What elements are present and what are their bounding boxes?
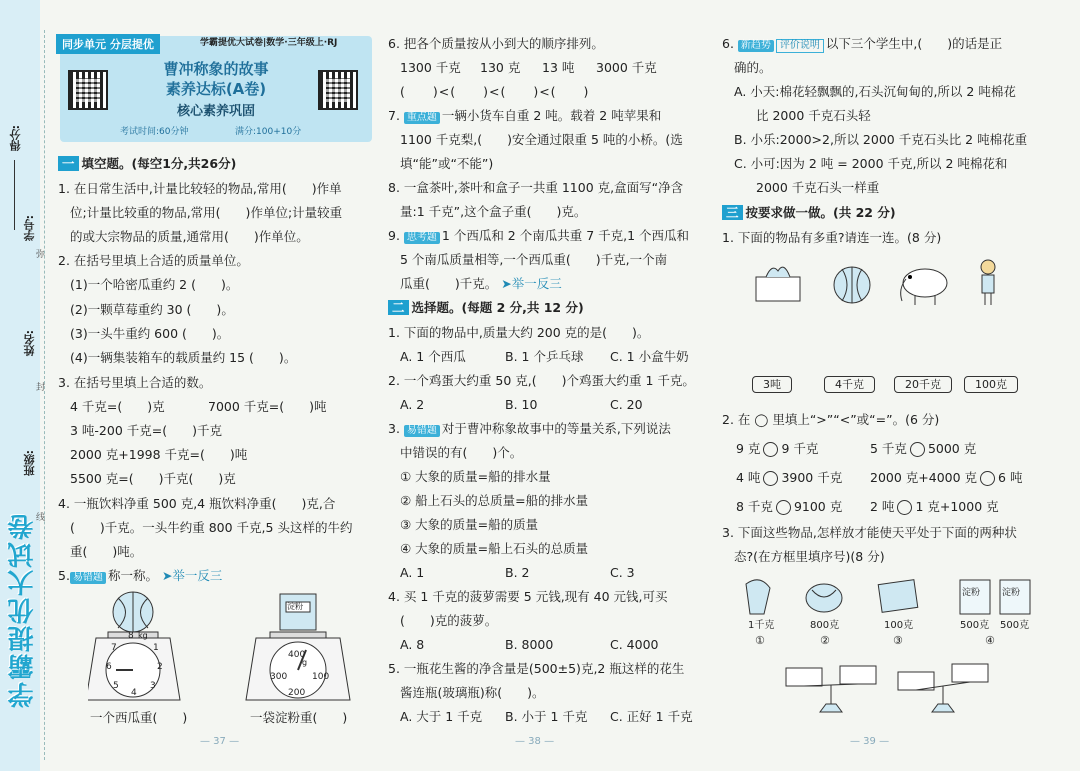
c1-opt-c: C. 1 小盒牛奶 (610, 349, 689, 364)
p2-row-2-left: 4 吨 3900 千克 (736, 470, 843, 485)
q2-item-2: (2)一颗草莓重约 30 ( )。 (70, 302, 234, 317)
c3-opt-a: A. 1 (400, 565, 425, 580)
c3-item-1: ① 大象的质量=船的排水量 (400, 469, 551, 484)
item-num-1: ① (755, 634, 765, 647)
c2-opt-a: A. 2 (400, 397, 425, 412)
c4-opt-b: B. 8000 (505, 637, 554, 652)
c2-opt-c: C. 20 (610, 397, 643, 412)
c3-item-3: ③ 大象的质量=船的质量 (400, 517, 539, 532)
dial1-mark-6: 6 (106, 662, 112, 672)
binding-line (44, 30, 45, 760)
q4-line-1: 4. 一瓶饮料净重 500 克,4 瓶饮料净重( )克,合 (58, 496, 336, 511)
scale1-caption: 一个西瓜重( ) (90, 710, 188, 725)
compare-circle[interactable] (980, 471, 995, 486)
q3-item-1a: 4 千克=( )克 (70, 399, 165, 414)
dial2-mark-right: 100 (312, 672, 330, 682)
r-q6-line-2: 确的。 (734, 60, 772, 75)
cabbage-icon (806, 584, 842, 612)
m-q6-blanks: ( )<( )<( )<( ) (400, 84, 590, 99)
watermelon-icon (834, 267, 870, 303)
c5-opt-c: C. 正好 1 千克 (610, 709, 693, 724)
header-title-3: 核心素养巩固 (176, 104, 255, 119)
m-q8-line-1: 8. 一盒茶叶,茶叶和盒子一共重 1100 克,盒面写“净含 (388, 180, 684, 195)
page-number-37: — 37 — (200, 736, 240, 747)
items-illustration (740, 574, 1040, 620)
dial2-mark-bottom: 200 (288, 688, 306, 698)
dial1-mark-top: 8 (128, 631, 134, 641)
m-q8-line-2: 量:1 千克”,这个盒子重( )克。 (400, 204, 587, 219)
compare-circle[interactable] (910, 442, 925, 457)
scale2-caption: 一袋淀粉重( ) (250, 710, 348, 725)
snack-bag-icon (878, 580, 918, 613)
p2-row-3-right: 2 吨 1 克+1000 克 (870, 499, 999, 514)
m-q6-item-4: 3000 千克 (596, 60, 657, 75)
girl-icon (981, 260, 995, 305)
r-q6-c-1: C. 小可:因为 2 吨 = 2000 千克,所以 2 吨棉花和 (734, 156, 1008, 171)
weight-box-4[interactable]: 100克 (964, 376, 1018, 393)
p1-stem: 1. 下面的物品有多重?请连一连。(8 分) (722, 230, 942, 245)
balances-illustration (780, 662, 1020, 722)
balance-2 (898, 664, 988, 712)
unit-header (60, 36, 372, 142)
section-2-heading: 二 选择题。(每题 2 分,共 12 分) (388, 300, 584, 315)
section-3-heading: 三 按要求做一做。(共 22 分) (722, 205, 896, 220)
q3-item-1b: 7000 千克=( )吨 (208, 399, 327, 414)
r-q6-a-2: 比 2000 千克石头轻 (756, 108, 871, 123)
r-q6-line-1: 6. 新趋势 评价说明 以下三个学生中,( )的话是正 (722, 36, 1003, 51)
elephant-icon (901, 269, 947, 305)
c5-opt-b: B. 小于 1 千克 (505, 709, 588, 724)
page-number-39: — 39 — (850, 736, 890, 747)
m-q7-line-1: 7. 重点题 一辆小货车自重 2 吨。载着 2 吨苹果和 (388, 108, 662, 123)
q3-item-2: 3 吨-200 千克=( )千克 (70, 423, 222, 438)
weight-3: 100克 (884, 620, 914, 631)
exam-time: 考试时间:60分钟 (120, 127, 189, 137)
scales-illustration (88, 588, 368, 708)
dial1-unit: kg (138, 631, 148, 640)
dial2-mark-top: 400 (288, 650, 306, 660)
header-title-1: 曹冲称象的故事 (163, 60, 269, 78)
m-q9-line-1: 9. 思考题 1 个西瓜和 2 个南瓜共重 7 千克,1 个西瓜和 (388, 228, 690, 243)
dial1-mark-7: 7 (111, 643, 117, 653)
unit-tag: 同步单元 分层提优 (56, 34, 160, 54)
p2-stem: 2. 在 ◯ 里填上“>”“<”或“=”。(6 分) (722, 412, 940, 427)
compare-circle[interactable] (763, 471, 778, 486)
dial2-unit: g (302, 658, 308, 667)
page-number-38: — 38 — (515, 736, 555, 747)
c1-stem: 1. 下面的物品中,质量大约 200 克的是( )。 (388, 325, 650, 340)
header-title-2: 素养达标(A卷) (165, 80, 267, 98)
p3-line-2: 态?(在方框里填序号)(8 分) (734, 549, 885, 564)
q2-stem: 2. 在括号里填上合适的质量单位。 (58, 253, 249, 268)
dial1-mark-5: 5 (113, 681, 119, 691)
m-q7-line-2: 1100 千克梨,( )安全通过限重 5 吨的小桥。(选 (400, 132, 683, 147)
item-num-4: ④ (985, 634, 995, 647)
c3-opt-c: C. 3 (610, 565, 635, 580)
score-line (14, 160, 15, 230)
c3-item-2: ② 船上石头的总质量=船的排水量 (400, 493, 589, 508)
item-num-2: ② (820, 634, 830, 647)
q2-item-4: (4)一辆集装箱车的载质量约 15 ( )。 (70, 350, 297, 365)
c5-line-1: 5. 一瓶花生酱的净含量是(500±5)克,2 瓶这样的花生 (388, 661, 685, 676)
q3-stem: 3. 在括号里填上合适的数。 (58, 375, 212, 390)
dial1-mark-3: 3 (150, 681, 156, 691)
q1-line-1: 1. 在日常生活中,计量比较轻的物品,常用( )作单 (58, 181, 342, 196)
c2-stem: 2. 一个鸡蛋大约重 50 克,( )个鸡蛋大约重 1 千克。 (388, 373, 695, 388)
studentno-label: 学号: (23, 215, 36, 242)
c3-line-2: 中错误的有( )个。 (400, 445, 523, 460)
starch-label-2: 淀粉 (1002, 588, 1021, 598)
c5-line-2: 酱连瓶(玻璃瓶)称( )。 (400, 685, 545, 700)
c2-opt-b: B. 10 (505, 397, 538, 412)
r-q6-a-1: A. 小天:棉花轻飘飘的,石头沉甸甸的,所以 2 吨棉花 (734, 84, 1016, 99)
c3-line-1: 3. 易错题 对于曹冲称象故事中的等量关系,下列说法 (388, 421, 671, 436)
compare-circle[interactable] (776, 500, 791, 515)
compare-circle[interactable] (763, 442, 778, 457)
dial1-mark-2: 2 (157, 662, 163, 672)
weight-5: 500克 (1000, 620, 1030, 631)
q5-stem: 5. 易错题 称一称。 ➤举一反三 (58, 568, 223, 583)
m-q6-item-1: 1300 千克 (400, 60, 461, 75)
c5-opt-a: A. 大于 1 千克 (400, 709, 483, 724)
q4-line-2: ( )千克。一头牛约重 800 千克,5 头这样的牛约 (70, 520, 353, 535)
objects-illustration (750, 255, 1010, 315)
q1-line-3: 的或大宗物品的质量,通常用( )作单位。 (70, 229, 309, 244)
weight-box-3[interactable]: 20千克 (894, 376, 952, 393)
c4-opt-c: C. 4000 (610, 637, 659, 652)
compare-circle[interactable] (897, 500, 912, 515)
q2-item-3: (3)一头牛重约 600 ( )。 (70, 326, 230, 341)
watermelon-scale (88, 592, 180, 700)
bind-mark-3: 线 (36, 513, 46, 523)
c3-opt-b: B. 2 (505, 565, 530, 580)
tissue-box-icon (756, 267, 800, 301)
q4-line-3: 重( )吨。 (70, 544, 143, 559)
weight-4: 500克 (960, 620, 990, 631)
p3-line-1: 3. 下面这些物品,怎样放才能使天平处于下面的两种状 (722, 525, 1017, 540)
score-label: 得分: (9, 125, 22, 152)
m-q6-stem: 6. 把各个质量按从小到大的顺序排列。 (388, 36, 604, 51)
c4-line-1: 4. 买 1 千克的菠萝需要 5 元钱,现有 40 元钱,可买 (388, 589, 668, 604)
r-q6-c-2: 2000 千克石头一样重 (756, 180, 880, 195)
m-q6-item-3: 13 吨 (542, 60, 575, 75)
c1-opt-b: B. 1 个乒乓球 (505, 349, 584, 364)
c1-opt-a: A. 1 个西瓜 (400, 349, 466, 364)
cotton-icon (746, 580, 770, 614)
bind-mark-2: 封 (36, 383, 46, 393)
weight-2: 800克 (810, 620, 840, 631)
dial1-mark-4: 4 (131, 688, 137, 698)
q3-item-4: 5500 克=( )千克( )克 (70, 471, 236, 486)
c3-item-4: ④ 大象的质量=船上石头的总质量 (400, 541, 589, 556)
c4-line-2: ( )克的菠萝。 (400, 613, 498, 628)
c4-opt-a: A. 8 (400, 637, 425, 652)
m-q9-line-2: 5 个南瓜质量相等,一个西瓜重( )千克,一个南 (400, 252, 668, 267)
q2-item-1: (1)一个哈密瓜重约 2 ( )。 (70, 277, 239, 292)
weight-box-2[interactable]: 4千克 (824, 376, 875, 393)
q3-item-3: 2000 克+1998 千克=( )吨 (70, 447, 248, 462)
p2-row-3-left: 8 千克 9100 克 (736, 499, 843, 514)
m-q6-item-2: 130 克 (480, 60, 521, 75)
section-1-heading: 一 填空题。(每空1分,共26分) (58, 156, 236, 171)
full-score: 满分:100+10分 (235, 127, 302, 137)
weight-1: 1千克 (748, 620, 775, 631)
q1-line-2: 位;计量比较重的物品,常用( )作单位;计量较重 (70, 205, 343, 220)
brand-logo: 学霸提优大试卷 (8, 512, 38, 708)
bind-mark-1: 弥 (36, 250, 46, 260)
m-q7-line-3: 填“能”或“不能”) (400, 156, 494, 171)
bag-label: 淀粉 (287, 602, 303, 611)
starch-label-1: 淀粉 (962, 588, 981, 598)
series-title: 学霸提优大试卷|数学·三年级上·RJ (200, 38, 338, 48)
item-num-3: ③ (893, 634, 903, 647)
p2-row-1-right: 5 千克 5000 克 (870, 441, 977, 456)
class-label: 班级: (23, 450, 36, 477)
weight-box-1[interactable]: 3吨 (752, 376, 792, 393)
name-label: 姓名: (23, 330, 36, 357)
dial2-mark-left: 300 (270, 672, 288, 682)
m-q9-line-3: 瓜重( )千克。 ➤举一反三 (400, 276, 562, 291)
r-q6-b: B. 小乐:2000>2,所以 2000 千克石头比 2 吨棉花重 (734, 132, 1028, 147)
dial1-mark-1: 1 (153, 643, 159, 653)
p2-row-1-left: 9 克 9 千克 (736, 441, 819, 456)
balance-1 (786, 666, 876, 712)
p2-row-2-right: 2000 克+4000 克 6 吨 (870, 470, 1023, 485)
